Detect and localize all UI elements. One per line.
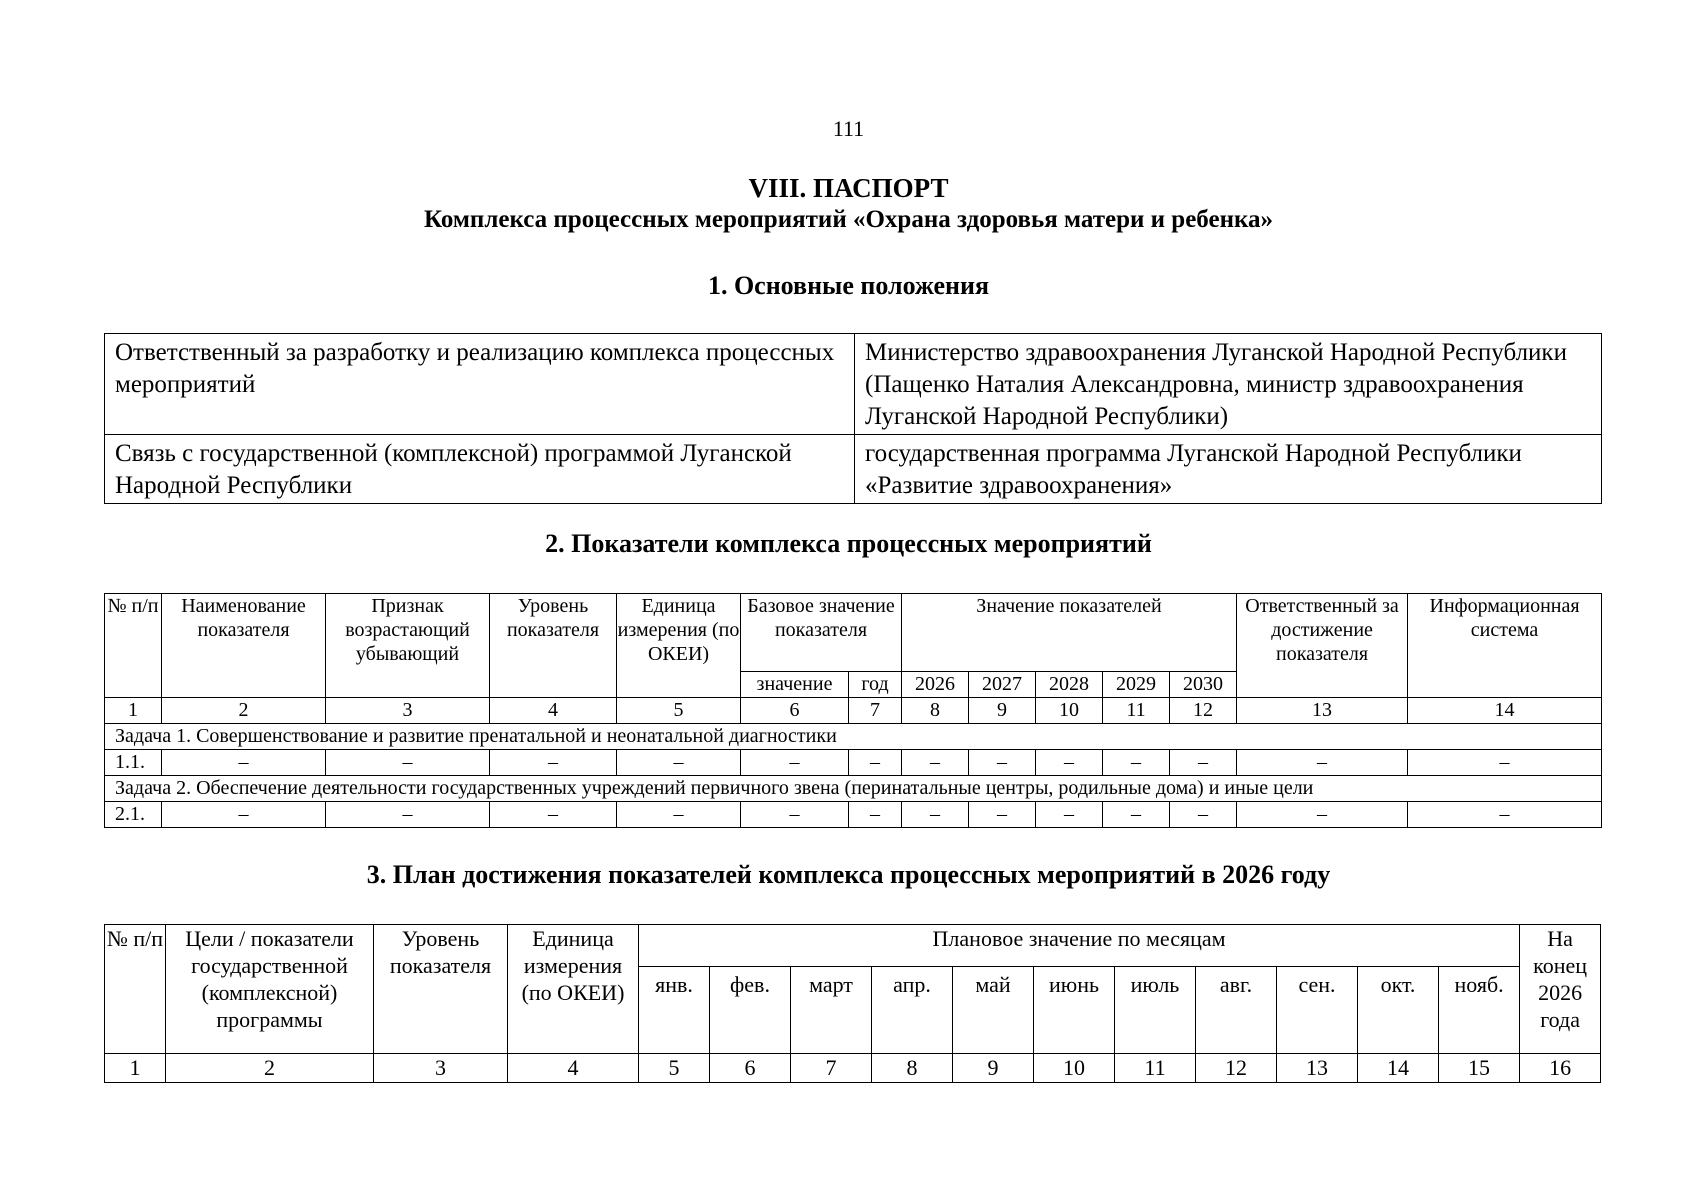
col-number: 16: [1520, 1054, 1601, 1083]
col-header-base: Базовое значение показателя: [741, 594, 902, 672]
task-row: [105, 776, 1602, 802]
row-number: 1.1.: [105, 750, 162, 776]
col-number: 1: [105, 1054, 166, 1083]
col-header-num: № п/п: [105, 594, 162, 698]
table-cell: –: [902, 802, 969, 828]
col-header-month: апр.: [872, 967, 953, 1054]
col-header-month: июль: [1115, 967, 1196, 1054]
col-number: 13: [1237, 698, 1408, 724]
col-number: 7: [849, 698, 902, 724]
col-number: 6: [710, 1054, 791, 1083]
col-header-month: нояб.: [1439, 967, 1520, 1054]
col-header-name: Наименование показателя: [162, 594, 326, 698]
page-number: 111: [832, 116, 865, 141]
col-number: 9: [969, 698, 1036, 724]
col-header-month: окт.: [1358, 967, 1439, 1054]
col-number: 12: [1170, 698, 1237, 724]
col-header-base-value: значение: [741, 672, 849, 698]
table-cell: –: [849, 802, 902, 828]
table-cell: –: [326, 802, 490, 828]
table-cell: –: [969, 750, 1036, 776]
section2-heading: 2. Показатели комплекса процессных мероприятий: [545, 529, 1152, 558]
table-cell: –: [490, 750, 617, 776]
col-number: 7: [791, 1054, 872, 1083]
col-number: 2: [166, 1054, 374, 1083]
plan-table: [104, 924, 1601, 1083]
basic-provisions-table: [104, 333, 1602, 504]
col-number: 10: [1036, 698, 1103, 724]
col-number: 14: [1408, 698, 1602, 724]
col-header-info-system: Информационная система: [1408, 594, 1602, 698]
table-cell: –: [741, 750, 849, 776]
col-number: 11: [1115, 1054, 1196, 1083]
col-number: 12: [1196, 1054, 1277, 1083]
table-cell: –: [969, 802, 1036, 828]
col-header-month: июнь: [1034, 967, 1115, 1054]
col-header-month: авг.: [1196, 967, 1277, 1054]
table-cell: –: [162, 802, 326, 828]
table-cell: –: [1170, 802, 1237, 828]
document-title: VIII. ПАСПОРТ: [748, 173, 949, 203]
task-2-text: Задача 2. Обеспечение деятельности государственных учреждений первичного звена (перинатальные центры, родильные дома) и иные цели: [105, 776, 1602, 802]
column-numbers-row: [105, 1054, 1601, 1083]
col-number: 15: [1439, 1054, 1520, 1083]
table-cell: –: [1036, 802, 1103, 828]
col-number: 8: [872, 1054, 953, 1083]
table-cell: –: [741, 802, 849, 828]
col-header-unit: Единица измерения (по ОКЕИ): [508, 925, 639, 1054]
table-cell: –: [1103, 802, 1170, 828]
col-header-responsible: Ответственный за достижение показателя: [1237, 594, 1408, 698]
col-header-year: 2028: [1036, 672, 1103, 698]
col-number: 6: [741, 698, 849, 724]
col-header-end: На конец 2026 года: [1520, 925, 1601, 1054]
table-cell: –: [326, 750, 490, 776]
col-header-base-year: год: [849, 672, 902, 698]
table-cell: –: [617, 802, 741, 828]
table-row: [105, 435, 1602, 504]
col-header-plan: Плановое значение по месяцам: [639, 925, 1520, 967]
col-header-unit: Единица измерения (по ОКЕИ): [617, 594, 741, 698]
column-numbers-row: [105, 698, 1602, 724]
col-header-goals: Цели / показатели государственной (комплексной) программы: [166, 925, 374, 1054]
table-row: [105, 802, 1602, 828]
col-number: 14: [1358, 1054, 1439, 1083]
table-cell: –: [617, 750, 741, 776]
col-header-num: № п/п: [105, 925, 166, 1054]
table-cell: –: [162, 750, 326, 776]
col-number: 3: [326, 698, 490, 724]
col-header-month: янв.: [639, 967, 710, 1054]
section1-heading: 1. Основные положения: [707, 271, 990, 300]
task-1-text: Задача 1. Совершенствование и развитие пренатальной и неонатальной диагностики: [105, 724, 1602, 750]
col-number: 5: [617, 698, 741, 724]
section3-heading: 3. План достижения показателей комплекса процессных мероприятий в 2026 году: [366, 860, 1331, 889]
table-cell: –: [1237, 750, 1408, 776]
table-cell: –: [1237, 802, 1408, 828]
col-header-year: 2026: [902, 672, 969, 698]
col-header-month: фев.: [710, 967, 791, 1054]
table-cell: –: [1408, 802, 1602, 828]
col-header-month: март: [791, 967, 872, 1054]
table-cell: –: [849, 750, 902, 776]
col-number: 8: [902, 698, 969, 724]
col-number: 4: [490, 698, 617, 724]
table-cell: –: [902, 750, 969, 776]
row-value: Министерство здравоохранения Луганской Народной Республики (Пащенко Наталия Александровна, министр здравоохранения Луганской Народной Республики): [855, 334, 1602, 435]
col-number: 10: [1034, 1054, 1115, 1083]
col-header-month: сен.: [1277, 967, 1358, 1054]
col-number: 2: [162, 698, 326, 724]
col-header-sign: Признак возрастающий убывающий: [326, 594, 490, 698]
col-header-month: май: [953, 967, 1034, 1054]
row-value: государственная программа Луганской Народной Республики «Развитие здравоохранения»: [855, 435, 1602, 504]
col-header-year: 2029: [1103, 672, 1170, 698]
col-header-year: 2030: [1170, 672, 1237, 698]
col-number: 3: [374, 1054, 508, 1083]
indicators-table: [104, 593, 1602, 828]
col-header-level: Уровень показателя: [490, 594, 617, 698]
col-number: 9: [953, 1054, 1034, 1083]
col-header-values: Значение показателей: [902, 594, 1237, 672]
col-number: 5: [639, 1054, 710, 1083]
row-label: Ответственный за разработку и реализацию комплекса процессных мероприятий: [105, 334, 855, 435]
col-header-year: 2027: [969, 672, 1036, 698]
table-cell: –: [1103, 750, 1170, 776]
col-number: 13: [1277, 1054, 1358, 1083]
col-header-level: Уровень показателя: [374, 925, 508, 1054]
table-cell: –: [1408, 750, 1602, 776]
row-label: Связь с государственной (комплексной) программой Луганской Народной Республики: [105, 435, 855, 504]
row-number: 2.1.: [105, 802, 162, 828]
table-cell: –: [1170, 750, 1237, 776]
table-row: [105, 334, 1602, 435]
col-number: 1: [105, 698, 162, 724]
col-number: 4: [508, 1054, 639, 1083]
col-number: 11: [1103, 698, 1170, 724]
task-row: [105, 724, 1602, 750]
table-cell: –: [1036, 750, 1103, 776]
table-row: [105, 750, 1602, 776]
table-cell: –: [490, 802, 617, 828]
document-subtitle: Комплекса процессных мероприятий «Охрана здоровья матери и ребенка»: [424, 206, 1273, 233]
